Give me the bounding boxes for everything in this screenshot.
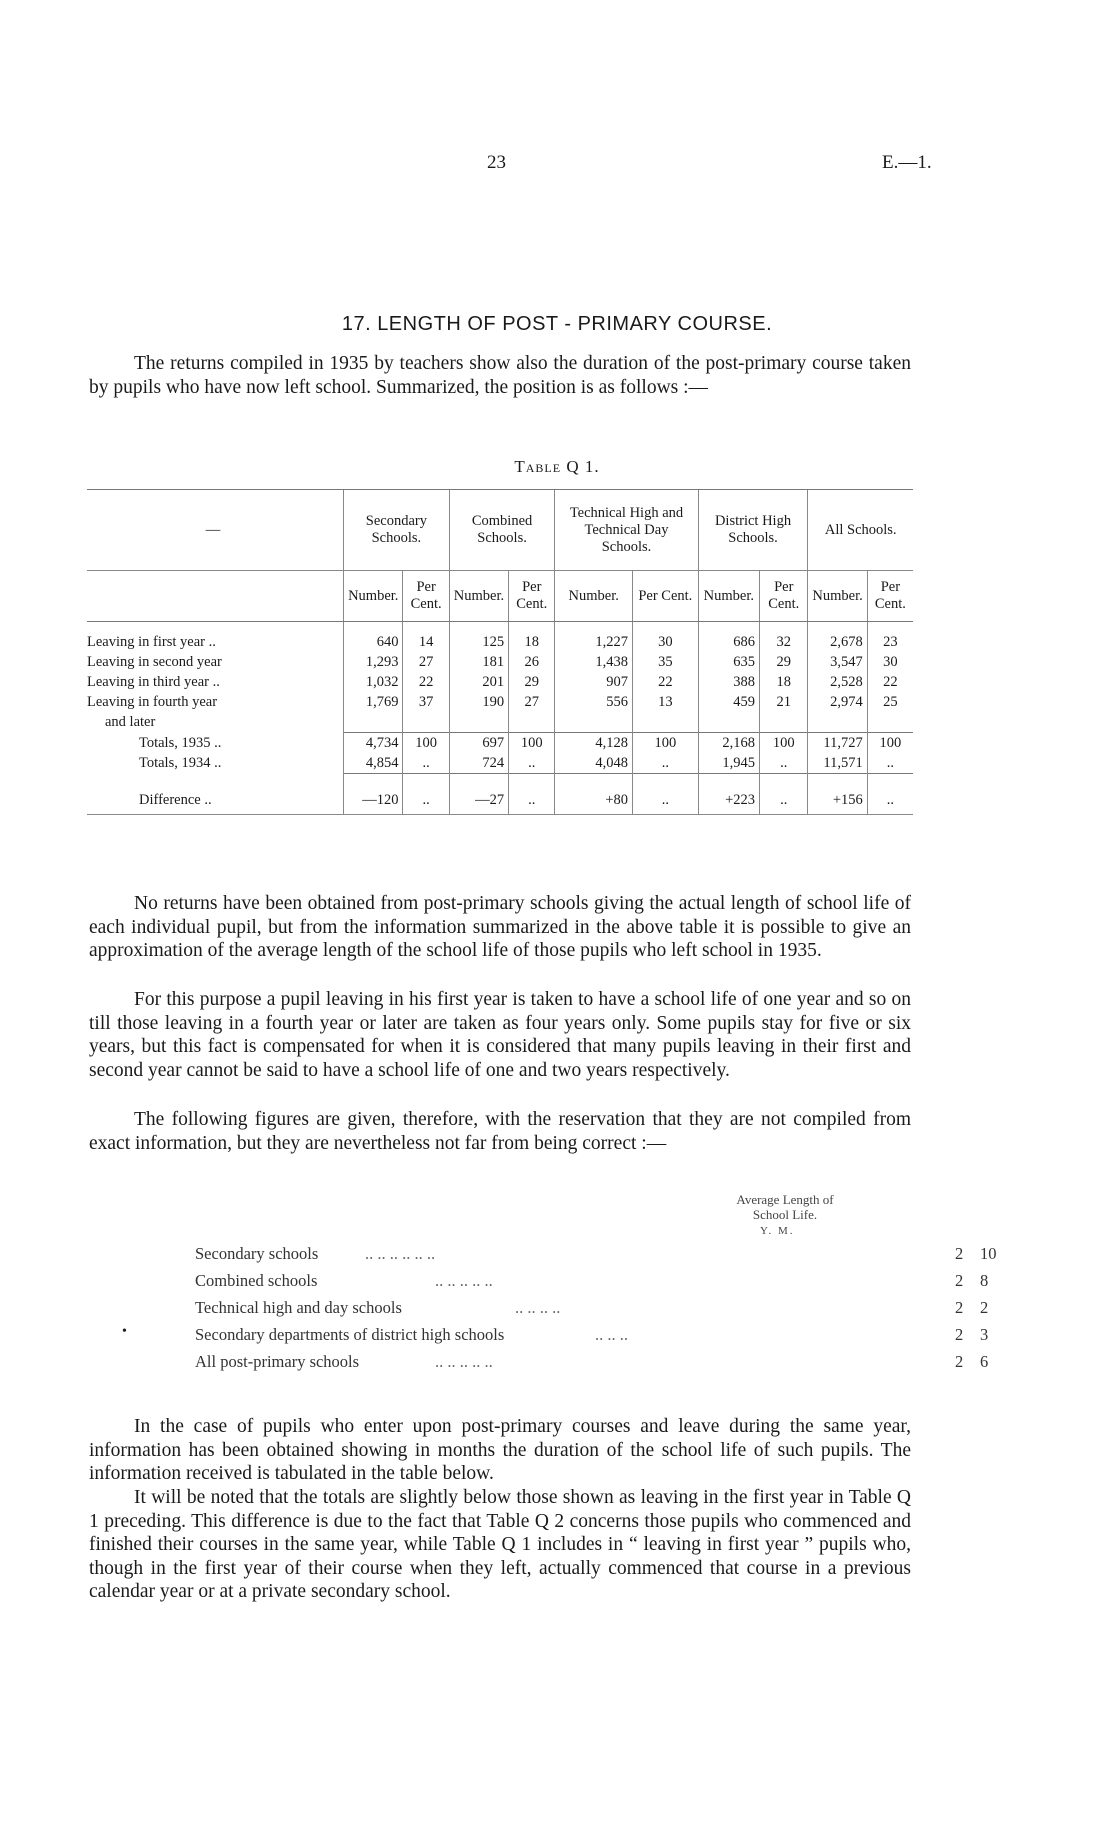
cell: 907 — [555, 672, 633, 692]
average-years: 2 — [955, 1244, 964, 1263]
cell: 37 — [403, 692, 449, 712]
cell: 1,227 — [555, 622, 633, 653]
table-row — [87, 753, 913, 774]
cell: 388 — [698, 672, 759, 692]
cell: 26 — [509, 652, 555, 672]
cell: 1,945 — [698, 753, 759, 774]
leader-dots: .. .. .. — [595, 1325, 628, 1344]
bullet-mark: • — [122, 1324, 127, 1339]
per-cent-header: Per Cent. — [633, 571, 699, 622]
row-label: Difference .. — [87, 774, 344, 815]
average-row — [195, 1298, 989, 1322]
document-code: E.—1. — [882, 152, 932, 173]
cell: 27 — [403, 652, 449, 672]
row-label: Leaving in first year .. — [87, 634, 216, 650]
table-row — [87, 672, 913, 692]
cell: +80 — [555, 774, 633, 815]
cell: 2,168 — [698, 733, 759, 754]
cell: 2,678 — [808, 622, 867, 653]
cell: .. — [633, 753, 699, 774]
number-header: Number. — [555, 571, 633, 622]
paragraph-2: For this purpose a pupil leaving in his first year is taken to have a school life of one year and so on till those leaving in a fourth year or later are taken as four years only. Some pupils stay for five or six years, but this fact is compensated for when it is considered that many pupils leaving in their first and second year cannot be said to have a school life of one and two years respectively. — [89, 989, 911, 1081]
group-header: Technical High and Technical Day Schools. — [555, 490, 698, 571]
row-label: Totals, 1934 .. — [139, 755, 222, 772]
average-row-name: All post-primary schools — [195, 1352, 360, 1371]
cell: 11,571 — [808, 753, 867, 774]
cell: 13 — [633, 692, 699, 712]
cell: 22 — [633, 672, 699, 692]
cell: 2,528 — [808, 672, 867, 692]
per-cent-header: Per Cent. — [509, 571, 555, 622]
cell: 1,438 — [555, 652, 633, 672]
average-length-header: Average Length of School Life. — [736, 1192, 834, 1222]
cell: 100 — [633, 733, 699, 754]
cell: .. — [760, 753, 808, 774]
paragraph-1: No returns have been obtained from post-primary schools giving the actual length of school life of each individual pupil, but from the information summarized in the above table it is possible to give an approximation of the average length of the school life of those pupils who left school in 1935. — [89, 893, 911, 961]
cell: 18 — [509, 622, 555, 653]
leader-dots: .. .. .. .. — [515, 1298, 561, 1317]
cell: 30 — [633, 622, 699, 653]
table-row — [87, 774, 913, 815]
cell: 459 — [698, 692, 759, 712]
cell: 100 — [403, 733, 449, 754]
paragraph-4: In the case of pupils who enter upon post-primary courses and leave during the same year, information has been obtained showing in months the duration of the school life of such pupils. The information received is tabulated in the table below. — [89, 1416, 911, 1484]
cell: 100 — [509, 733, 555, 754]
group-header: Combined Schools. — [449, 490, 555, 571]
corner-cell: — — [87, 490, 344, 571]
cell: 4,048 — [555, 753, 633, 774]
number-header: Number. — [449, 571, 508, 622]
row-label: Leaving in third year .. — [87, 674, 220, 690]
row-label: Totals, 1935 .. — [139, 734, 222, 751]
cell: —120 — [344, 774, 403, 815]
leader-dots: .. .. .. .. .. .. — [365, 1244, 436, 1263]
cell: 22 — [867, 672, 913, 692]
cell: 29 — [760, 652, 808, 672]
cell: .. — [760, 774, 808, 815]
average-row-name: Secondary schools — [195, 1244, 319, 1263]
cell: 125 — [449, 622, 508, 653]
average-months: 8 — [980, 1271, 989, 1290]
average-months: 2 — [980, 1298, 989, 1317]
row-label: Leaving in fourth year — [87, 694, 218, 710]
cell: 29 — [509, 672, 555, 692]
cell: 100 — [760, 733, 808, 754]
cell: 30 — [867, 652, 913, 672]
cell: 1,293 — [344, 652, 403, 672]
table-q1-title: Table Q 1. — [514, 457, 600, 476]
cell: .. — [867, 753, 913, 774]
average-months: 3 — [980, 1325, 989, 1344]
average-row-name: Combined schools — [195, 1271, 318, 1290]
number-header: Number. — [344, 571, 403, 622]
cell: 4,128 — [555, 733, 633, 754]
cell: 201 — [449, 672, 508, 692]
cell: 1,032 — [344, 672, 403, 692]
leader-dots: .. .. .. .. .. — [435, 1271, 493, 1290]
average-length-units: Y. M. — [760, 1225, 795, 1237]
cell: .. — [509, 753, 555, 774]
average-months: 6 — [980, 1352, 989, 1371]
cell: .. — [867, 774, 913, 815]
cell: .. — [633, 774, 699, 815]
cell: 100 — [867, 733, 913, 754]
per-cent-header: Per Cent. — [403, 571, 449, 622]
cell: 686 — [698, 622, 759, 653]
row-label: Leaving in second year — [87, 654, 222, 670]
average-row — [195, 1271, 989, 1295]
row-label-continuation: and later — [105, 714, 156, 731]
cell: 18 — [760, 672, 808, 692]
cell: .. — [509, 774, 555, 815]
table-row — [87, 733, 913, 754]
per-cent-header: Per Cent. — [760, 571, 808, 622]
average-row — [195, 1244, 997, 1268]
average-years: 2 — [955, 1325, 964, 1344]
number-header: Number. — [698, 571, 759, 622]
cell: 640 — [344, 622, 403, 653]
group-header: All Schools. — [808, 490, 913, 571]
cell: 697 — [449, 733, 508, 754]
cell: 11,727 — [808, 733, 867, 754]
cell: 1,769 — [344, 692, 403, 712]
cell: 556 — [555, 692, 633, 712]
cell: 190 — [449, 692, 508, 712]
cell: 4,734 — [344, 733, 403, 754]
cell: 3,547 — [808, 652, 867, 672]
cell: 32 — [760, 622, 808, 653]
cell: 25 — [867, 692, 913, 712]
average-row — [195, 1325, 989, 1349]
table-row — [87, 652, 913, 672]
cell: 14 — [403, 622, 449, 653]
average-row-name: Secondary departments of district high schools — [195, 1325, 505, 1344]
cell: 2,974 — [808, 692, 867, 712]
cell: —27 — [449, 774, 508, 815]
per-cent-header: Per Cent. — [867, 571, 913, 622]
cell: 27 — [509, 692, 555, 712]
paragraph-3: The following figures are given, therefore, with the reservation that they are not compiled from exact information, but they are nevertheless not far from being correct :— — [89, 1109, 911, 1154]
cell: +156 — [808, 774, 867, 815]
cell: 35 — [633, 652, 699, 672]
group-header: Secondary Schools. — [344, 490, 450, 571]
cell: 4,854 — [344, 753, 403, 774]
paragraph-5: It will be noted that the totals are slightly below those shown as leaving in the first year in Table Q 1 preceding. This difference is due to the fact that Table Q 2 concerns those pupils who commenced and finished their courses in the same year, while Table Q 1 includes in “ leaving in first year ” pupils who, though in the first year of their course when they left, actually commenced that course in a previous calendar year or at a private secondary school. — [89, 1487, 911, 1602]
cell: 724 — [449, 753, 508, 774]
page-number: 23 — [487, 152, 506, 173]
cell: .. — [403, 774, 449, 815]
average-years: 2 — [955, 1352, 964, 1371]
cell: 23 — [867, 622, 913, 653]
table-row — [87, 692, 913, 712]
table-q1 — [87, 489, 913, 815]
group-header: District High Schools. — [698, 490, 808, 571]
cell: .. — [403, 753, 449, 774]
average-row-name: Technical high and day schools — [195, 1298, 402, 1317]
cell: 22 — [403, 672, 449, 692]
cell: 635 — [698, 652, 759, 672]
cell: 181 — [449, 652, 508, 672]
table-row — [87, 622, 913, 653]
average-years: 2 — [955, 1271, 964, 1290]
average-row — [195, 1352, 989, 1376]
section-title: 17. LENGTH OF POST - PRIMARY COURSE. — [341, 313, 773, 335]
cell: 21 — [760, 692, 808, 712]
leader-dots: .. .. .. .. .. — [435, 1352, 493, 1371]
cell: +223 — [698, 774, 759, 815]
average-months: 10 — [980, 1244, 997, 1263]
table-row-continuation — [87, 712, 913, 733]
number-header: Number. — [808, 571, 867, 622]
intro-paragraph: The returns compiled in 1935 by teachers show also the duration of the post-primary course taken by pupils who have now left school. Summarized, the position is as follows :— — [89, 353, 911, 398]
average-years: 2 — [955, 1298, 964, 1317]
